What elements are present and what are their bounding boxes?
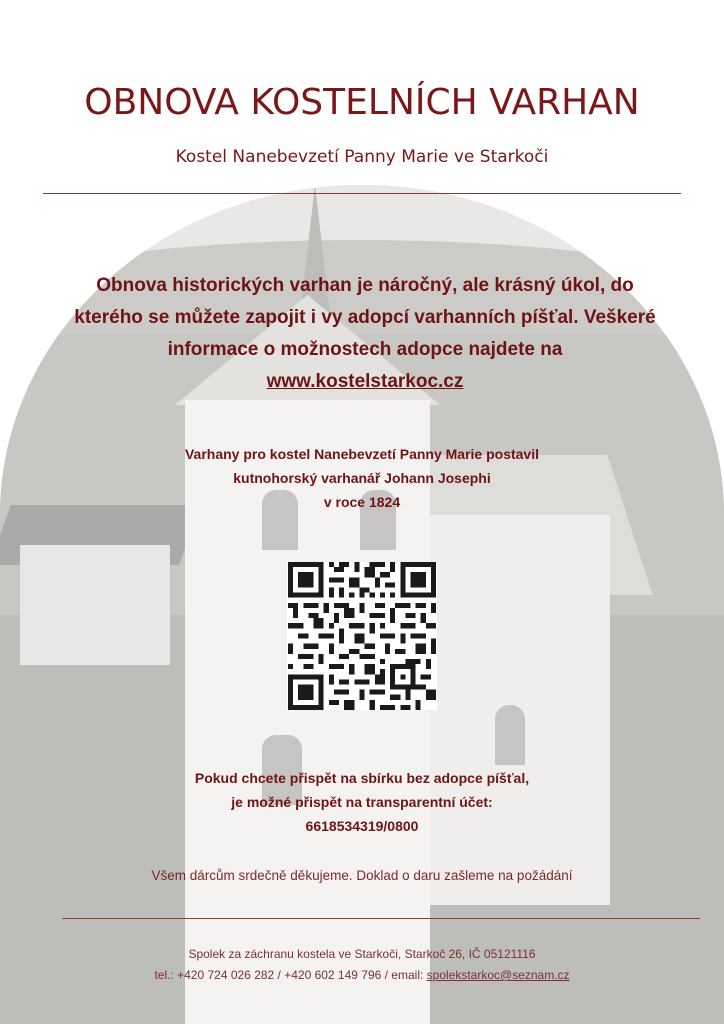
thanks-text: Všem dárcům srdečně děkujeme. Doklad o daru zašleme na požádání (151, 868, 573, 883)
page-subtitle: Kostel Nanebevzetí Panny Marie ve Starkoči (175, 147, 549, 167)
history-line-3: v roce 1824 (323, 494, 401, 510)
intro-paragraph (70, 270, 660, 398)
footer-organization: Spolek za záchranu kostela ve Starkoči, Starkoč 26, IČ 05121116 (188, 947, 536, 961)
email-link[interactable]: spolekstarkoc@seznam.cz (426, 968, 570, 982)
account-line-1: Pokud chcete přispět na sbírku bez adopce píšťal, (194, 770, 530, 786)
qr-code-icon[interactable] (287, 562, 437, 710)
history-line-2: kutnohorský varhanář Johann Josephi (233, 470, 491, 486)
page-title: OBNOVA KOSTELNÍCH VARHAN (84, 82, 640, 123)
account-block (100, 766, 624, 838)
account-line-2: je možné přispět na transparentní účet: (231, 794, 493, 810)
history-line-1: Varhany pro kostel Nanebevzetí Panny Marie postavil (184, 446, 539, 462)
intro-text: Obnova historických varhan je náročný, ale krásný úkol, do kterého se můžete zapojit i vy adopcí varhanních píšťal. Veškeré informace o možnostech adopce najdete na (74, 275, 656, 360)
footer-phones: tel.: +420 724 026 282 / +420 602 149 796 / email: (154, 968, 427, 982)
footer (60, 944, 664, 986)
history-block (100, 442, 624, 514)
top-divider (43, 193, 681, 194)
account-number: 6618534319/0800 (305, 818, 419, 834)
website-link[interactable]: www.kostelstarkoc.cz (266, 371, 464, 392)
footer-contacts (60, 965, 664, 986)
bottom-divider (62, 918, 700, 919)
